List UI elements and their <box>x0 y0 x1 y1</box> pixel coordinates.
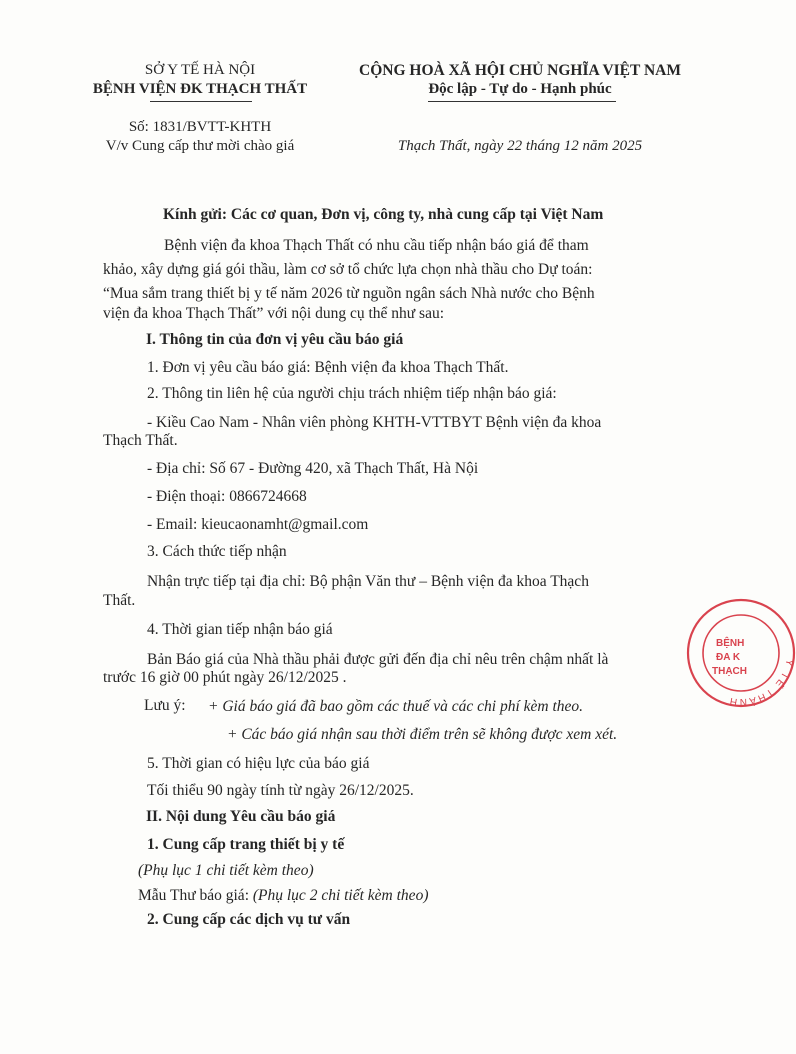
receive-method-line-2: Thất. <box>103 592 136 609</box>
issuer-underline <box>150 101 252 102</box>
contact-person-line-2: Thạch Thất. <box>103 432 178 449</box>
contact-person-line-1: - Kiều Cao Nam - Nhân viên phòng KHTH-VTTBYT Bệnh viện đa khoa <box>147 414 602 431</box>
note-1: + Giá báo giá đã bao gồm các thuế và các chi phí kèm theo. <box>208 698 584 715</box>
section-1-heading: I. Thông tin của đơn vị yêu cầu báo giá <box>146 331 404 348</box>
contact-email: - Email: kieucaonamht@gmail.com <box>147 516 369 533</box>
quotation-form-line <box>138 887 428 905</box>
intro-line-4: viện đa khoa Thạch Thất” với nội dung cụ thể như sau: <box>103 305 445 322</box>
deadline-line-1: Bản Báo giá của Nhà thầu phải được gửi đến địa chỉ nêu trên chậm nhất là <box>147 651 609 668</box>
receive-method-line-1: Nhận trực tiếp tại địa chỉ: Bộ phận Văn thư – Bệnh viện đa khoa Thạch <box>147 573 589 590</box>
consulting-heading: 2. Cung cấp các dịch vụ tư vấn <box>147 911 351 928</box>
official-seal-stamp <box>686 598 796 708</box>
seal-center-line-3: THẠCH <box>712 666 747 677</box>
note-label: Lưu ý: <box>144 697 186 714</box>
equipment-heading: 1. Cung cấp trang thiết bị y tế <box>147 836 345 853</box>
quotation-form-label: Mẫu Thư báo giá: <box>138 887 249 904</box>
section-2-heading: II. Nội dung Yêu cầu báo giá <box>146 808 336 825</box>
seal-center-line-2: ĐA K <box>716 652 741 663</box>
deadline-line-2: trước 16 giờ 00 phút ngày 26/12/2025 . <box>103 669 347 686</box>
recipient-line: Kính gửi: Các cơ quan, Đơn vị, công ty, nhà cung cấp tại Việt Nam <box>163 206 604 223</box>
national-title: CỘNG HOÀ XÃ HỘI CHỦ NGHĨA VIỆT NAM <box>359 62 681 79</box>
appendix-1-note: (Phụ lục 1 chi tiết kèm theo) <box>138 862 314 879</box>
contact-phone: - Điện thoại: 0866724668 <box>147 488 307 505</box>
issuer-hospital: BỆNH VIỆN ĐK THẠCH THẤT <box>92 81 308 97</box>
document-date: Thạch Thất, ngày 22 tháng 12 năm 2025 <box>397 138 643 154</box>
note-2: + Các báo giá nhận sau thời điểm trên sẽ không được xem xét. <box>227 726 618 743</box>
seal-ring-text: Y TẾ THÀNH <box>727 658 795 708</box>
seal-center-line-1: BỆNH <box>716 638 745 649</box>
national-motto: Độc lập - Tự do - Hạnh phúc <box>428 81 612 97</box>
intro-line-1: Bệnh viện đa khoa Thạch Thất có nhu cầu tiếp nhận báo giá để tham <box>164 237 589 254</box>
motto-underline <box>428 101 616 102</box>
validity-heading: 5. Thời gian có hiệu lực của báo giá <box>147 755 370 772</box>
intro-line-2: khảo, xây dựng giá gói thầu, làm cơ sở tổ chức lựa chọn nhà thầu cho Dự toán: <box>103 261 593 278</box>
seal-graphic <box>686 598 796 708</box>
requesting-unit: 1. Đơn vị yêu cầu báo giá: Bệnh viện đa khoa Thạch Thất. <box>147 359 509 376</box>
document-number: Số: 1831/BVTT-KHTH <box>128 119 272 135</box>
intro-line-3: “Mua sắm trang thiết bị y tế năm 2026 từ nguồn ngân sách Nhà nước cho Bệnh <box>103 285 595 302</box>
document-subject: V/v Cung cấp thư mời chào giá <box>105 138 295 154</box>
receive-time-heading: 4. Thời gian tiếp nhận báo giá <box>147 621 333 638</box>
validity-period: Tối thiểu 90 ngày tính từ ngày 26/12/2025. <box>147 782 414 799</box>
issuer-department: SỞ Y TẾ HÀ NỘI <box>144 62 256 78</box>
quotation-form-appendix: (Phụ lục 2 chi tiết kèm theo) <box>252 887 429 904</box>
receive-method-heading: 3. Cách thức tiếp nhận <box>147 543 287 560</box>
contact-info-heading: 2. Thông tin liên hệ của người chịu trách nhiệm tiếp nhận báo giá: <box>147 385 557 402</box>
contact-address: - Địa chỉ: Số 67 - Đường 420, xã Thạch Thất, Hà Nội <box>147 460 479 477</box>
